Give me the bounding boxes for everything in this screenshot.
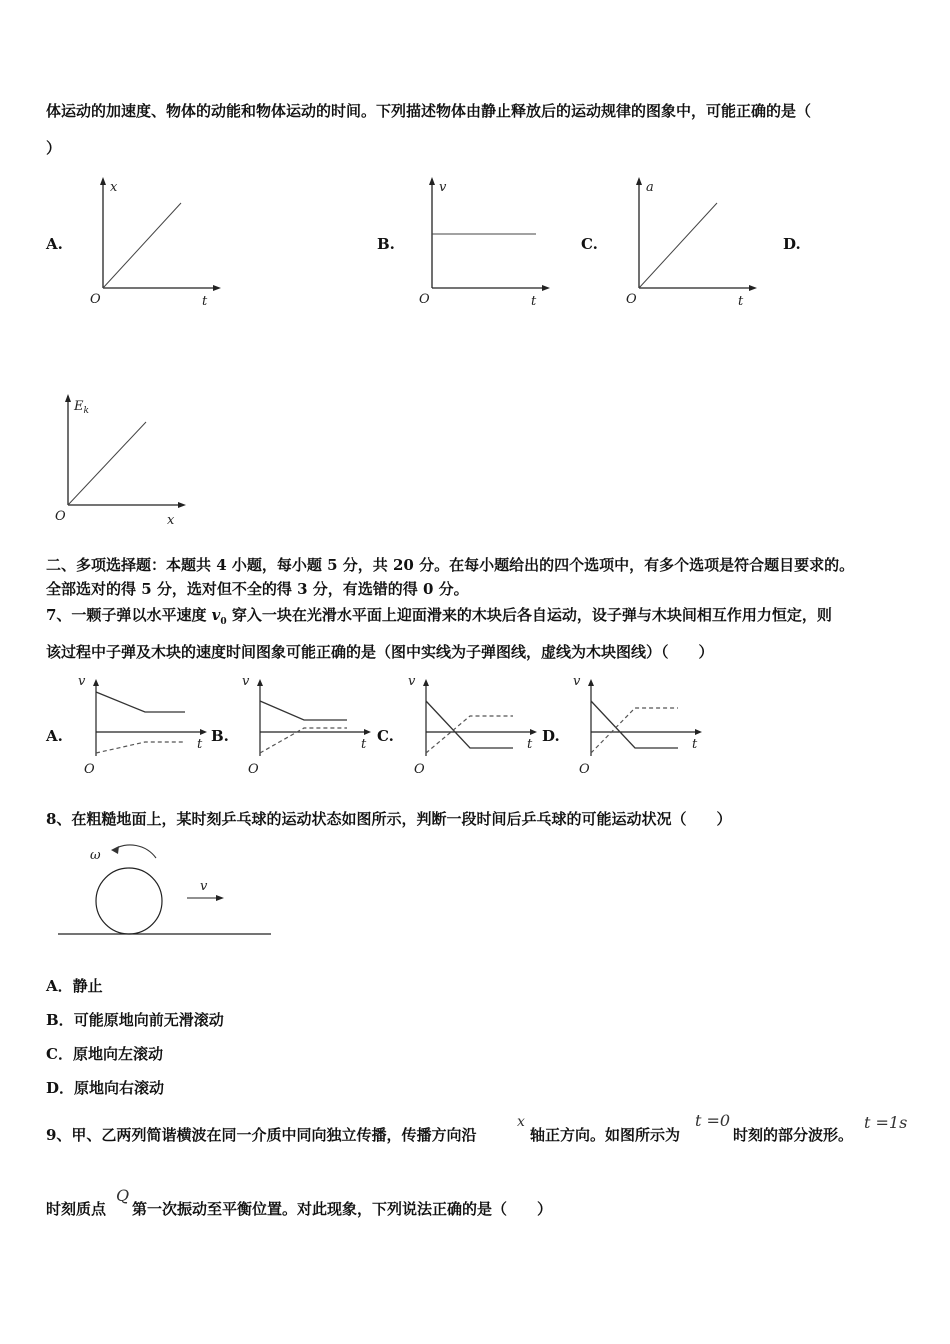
- q7c-y-label: v: [408, 674, 416, 689]
- q6-stem-line2: ）: [46, 139, 62, 157]
- q6-graph-c: [621, 175, 761, 310]
- q6-option-c-label[interactable]: C.: [581, 235, 598, 253]
- q7-graph-a: [73, 676, 213, 776]
- q7d-origin: O: [579, 762, 590, 777]
- q7b-y-label: v: [242, 674, 250, 689]
- graph-c-y-label: a: [646, 180, 654, 195]
- q7-graph-b: [237, 676, 377, 776]
- section2-header-line1: 二、多项选择题：本题共 4 小题，每小题 5 分，共 20 分。在每小题给出的四个选项中，有多个选项是符合题目要求的。: [46, 556, 855, 574]
- section2-header-line2: 全部选对的得 5 分，选对但不全的得 3 分，有选错的得 0 分。: [46, 580, 469, 598]
- ping-pong-ball: [96, 868, 162, 934]
- q9-stem-part3: 时刻的部分波形。: [733, 1126, 854, 1144]
- q7-option-b-label[interactable]: B.: [211, 727, 229, 745]
- q7a-y-label: v: [78, 674, 86, 689]
- q6-stem-line1: 体运动的加速度、物体的动能和物体运动的时间。下列描述物体由静止释放后的运动规律的图象中，可能正确的是（: [46, 102, 812, 120]
- q7c-x-label: t: [527, 737, 533, 752]
- q9-t0: t =0: [695, 1111, 731, 1130]
- q9-stem-part5: 第一次振动至平衡位置。对此现象，下列说法正确的是（ ）: [132, 1200, 553, 1218]
- q8-choice-c[interactable]: C．原地向左滚动: [46, 1045, 163, 1063]
- q9-t1: t =1s: [864, 1113, 908, 1132]
- q7-graph-d: [568, 676, 708, 776]
- q9-stem-part2: 轴正方向。如图所示为: [530, 1126, 681, 1144]
- q6-option-b-label[interactable]: B.: [377, 235, 395, 253]
- q9-q-symbol: Q: [116, 1186, 130, 1205]
- q7-stem-line1: 7、一颗子弹以水平速度 $v_0$ 穿入一块在光滑水平面上迎面滑来的木块后各自运动，设子弹与木块间相互作用力恒定，则: [46, 606, 832, 627]
- q8-stem: 8、在粗糙地面上，某时刻乒乓球的运动状态如图所示，判断一段时间后乒乓球的可能运动状况（ ）: [46, 810, 732, 828]
- graph-d-y-label: $E_k$: [74, 399, 89, 416]
- q6-graph-a: [85, 175, 225, 310]
- q7a-origin: O: [84, 762, 95, 777]
- graph-d-origin: O: [55, 509, 66, 524]
- graph-a-origin: O: [90, 292, 101, 307]
- q7a-x-label: t: [197, 737, 203, 752]
- q9-stem-part4: 时刻质点: [46, 1200, 107, 1218]
- q9-x-symbol: x: [517, 1114, 525, 1130]
- q7-option-d-label[interactable]: D.: [542, 727, 560, 745]
- q7-stem-line2: 该过程中子弹及木块的速度时间图象可能正确的是（图中实线为子弹图线，虚线为木块图线）（ ）: [46, 643, 714, 661]
- graph-a-x-label: t: [202, 294, 208, 309]
- graph-b-origin: O: [419, 292, 430, 307]
- omega-label: ω: [90, 848, 101, 863]
- graph-c-origin: O: [626, 292, 637, 307]
- q8-choice-d[interactable]: D．原地向右滚动: [46, 1079, 165, 1097]
- rotation-arc: [113, 845, 156, 858]
- q7-option-c-label[interactable]: C.: [377, 727, 394, 745]
- graph-d-x-label: x: [167, 513, 175, 528]
- q6-graph-b: [414, 175, 554, 310]
- q7b-origin: O: [248, 762, 259, 777]
- q7d-x-label: t: [692, 737, 698, 752]
- q7-option-a-label[interactable]: A.: [46, 727, 63, 745]
- q6-graph-d: [50, 392, 190, 527]
- q7c-origin: O: [414, 762, 425, 777]
- q7-graph-c: [403, 676, 543, 776]
- graph-b-x-label: t: [531, 294, 537, 309]
- q8-choice-b[interactable]: B．可能原地向前无滑滚动: [46, 1011, 224, 1029]
- q7b-x-label: t: [361, 737, 367, 752]
- q6-option-d-label[interactable]: D.: [783, 235, 801, 253]
- q8-choice-a[interactable]: A．静止: [46, 977, 103, 995]
- velocity-label: v: [200, 879, 208, 894]
- graph-c-x-label: t: [738, 294, 744, 309]
- graph-a-y-label: x: [110, 180, 118, 195]
- graph-b-y-label: v: [439, 180, 447, 195]
- q6-option-a-label[interactable]: A.: [46, 235, 63, 253]
- q9-stem-part1: 9、甲、乙两列简谐横波在同一介质中同向独立传播，传播方向沿: [46, 1126, 477, 1144]
- q8-figure: [55, 840, 275, 940]
- q7d-y-label: v: [573, 674, 581, 689]
